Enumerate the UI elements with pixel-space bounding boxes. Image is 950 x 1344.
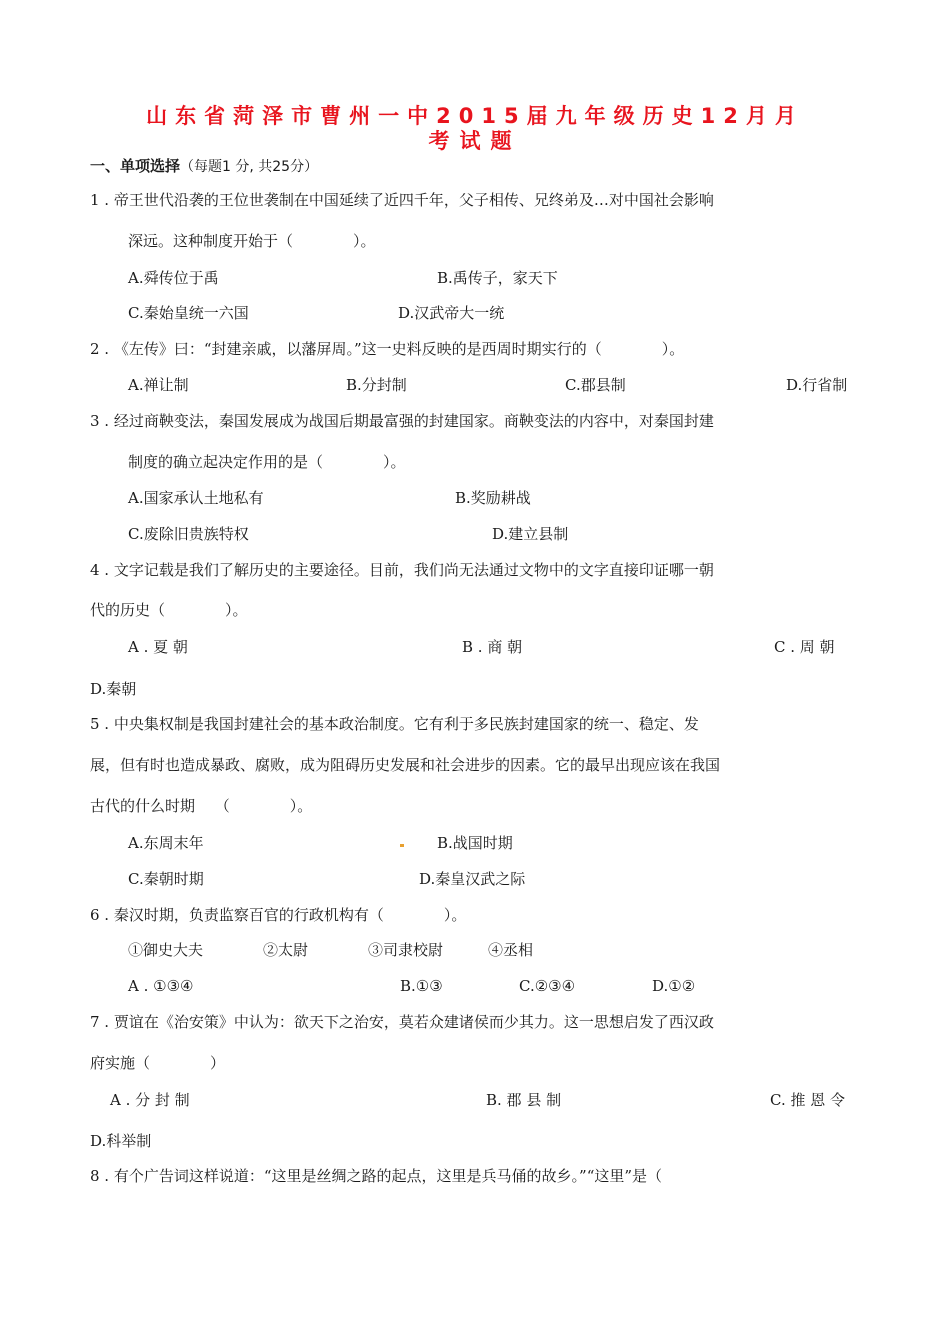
- section-scoring-note: （每题1 分, 共25分）: [180, 159, 319, 175]
- question-2-option-a: A.禅让制: [128, 376, 189, 394]
- question-2-option-d: D.行省制: [786, 376, 848, 394]
- question-3-stem-line2: 制度的确立起决定作用的是（ ）。: [128, 453, 406, 471]
- question-1-option-c: C.秦始皇统一六国: [128, 304, 249, 322]
- question-5-stem-line3: 古代的什么时期 （ ）。: [90, 797, 313, 815]
- exam-title-line1: 山东省菏泽市曹州一中2015届九年级历史12月月: [146, 104, 804, 128]
- question-5-option-a: A.东周末年: [128, 834, 204, 852]
- question-1-stem-line1: 1 . 帝王世代沿袭的王位世袭制在中国延续了近四千年，父子相传、兄终弟及…对中国社会影响: [90, 191, 714, 209]
- question-1-stem-line2: 深远。这种制度开始于（ ）。: [128, 232, 376, 250]
- question-5-stem-line1: 5 . 中央集权制是我国封建社会的基本政治制度。它有利于多民族封建国家的统一、稳定、发: [90, 715, 699, 733]
- question-4-option-d: D.秦朝: [90, 680, 137, 698]
- question-4-option-a: A . 夏 朝: [128, 638, 188, 656]
- question-6-stem-line1: 6 . 秦汉时期，负责监察百官的行政机构有（ ）。: [90, 906, 467, 924]
- question-7-stem-line1: 7 . 贾谊在《治安策》中认为：欲天下之治安，莫若众建诸侯而少其力。这一思想启发了西汉政: [90, 1013, 714, 1031]
- question-3-option-a: A.国家承认土地私有: [128, 489, 264, 507]
- question-4-stem-line2: 代的历史（ ）。: [90, 601, 248, 619]
- question-7-option-a: A . 分 封 制: [110, 1091, 190, 1109]
- question-1-option-a: A.舜传位于禹: [128, 269, 219, 287]
- question-3-option-b: B.奖励耕战: [455, 489, 531, 507]
- question-3-option-c: C.废除旧贵族特权: [128, 525, 249, 543]
- question-6-option-c: C.②③④: [519, 977, 576, 995]
- question-1-option-b: B.禹传子，家天下: [437, 269, 558, 287]
- question-6-option-b: B.①③: [400, 977, 443, 995]
- question-3-option-d: D.建立县制: [492, 525, 569, 543]
- section-title: 一、单项选择: [90, 157, 181, 175]
- question-4-option-c: C . 周 朝: [774, 638, 835, 656]
- question-8-stem-line1: 8 . 有个广告词这样说道：“这里是丝绸之路的起点，这里是兵马俑的故乡。”“这里”是（: [90, 1167, 663, 1185]
- question-7-option-c: C. 推 恩 令: [770, 1091, 846, 1109]
- question-1-option-d: D.汉武帝大一统: [398, 304, 505, 322]
- stray-ink-mark: [400, 844, 404, 847]
- question-5-option-b: B.战国时期: [437, 834, 513, 852]
- section-heading: [90, 156, 318, 177]
- question-6-items: ①御史大夫 ②太尉 ③司隶校尉 ④丞相: [128, 941, 534, 959]
- question-5-option-c: C.秦朝时期: [128, 870, 204, 888]
- question-5-stem-line2: 展，但有时也造成暴政、腐败，成为阻碍历史发展和社会进步的因素。它的最早出现应该在我国: [90, 756, 721, 774]
- question-3-stem-line1: 3 . 经过商鞅变法，秦国发展成为战国后期最富强的封建国家。商鞅变法的内容中，对秦国封建: [90, 412, 714, 430]
- question-7-option-d: D.科举制: [90, 1132, 152, 1150]
- question-7-option-b: B. 郡 县 制: [486, 1091, 562, 1109]
- question-2-option-c: C.郡县制: [565, 376, 626, 394]
- question-6-option-d: D.①②: [652, 977, 696, 995]
- exam-title-line2: 考试题: [428, 129, 522, 153]
- question-5-option-d: D.秦皇汉武之际: [419, 870, 526, 888]
- question-2-option-b: B.分封制: [346, 376, 407, 394]
- question-6-option-a: A . ①③④: [128, 977, 194, 995]
- question-2-stem-line1: 2 . 《左传》曰：“封建亲戚，以藩屏周。”这一史料反映的是西周时期实行的（ ）。: [90, 340, 685, 358]
- question-4-stem-line1: 4 . 文字记载是我们了解历史的主要途径。目前，我们尚无法通过文物中的文字直接印证哪一朝: [90, 561, 714, 579]
- question-7-stem-line2: 府实施（ ）: [90, 1054, 226, 1072]
- question-4-option-b: B . 商 朝: [462, 638, 523, 656]
